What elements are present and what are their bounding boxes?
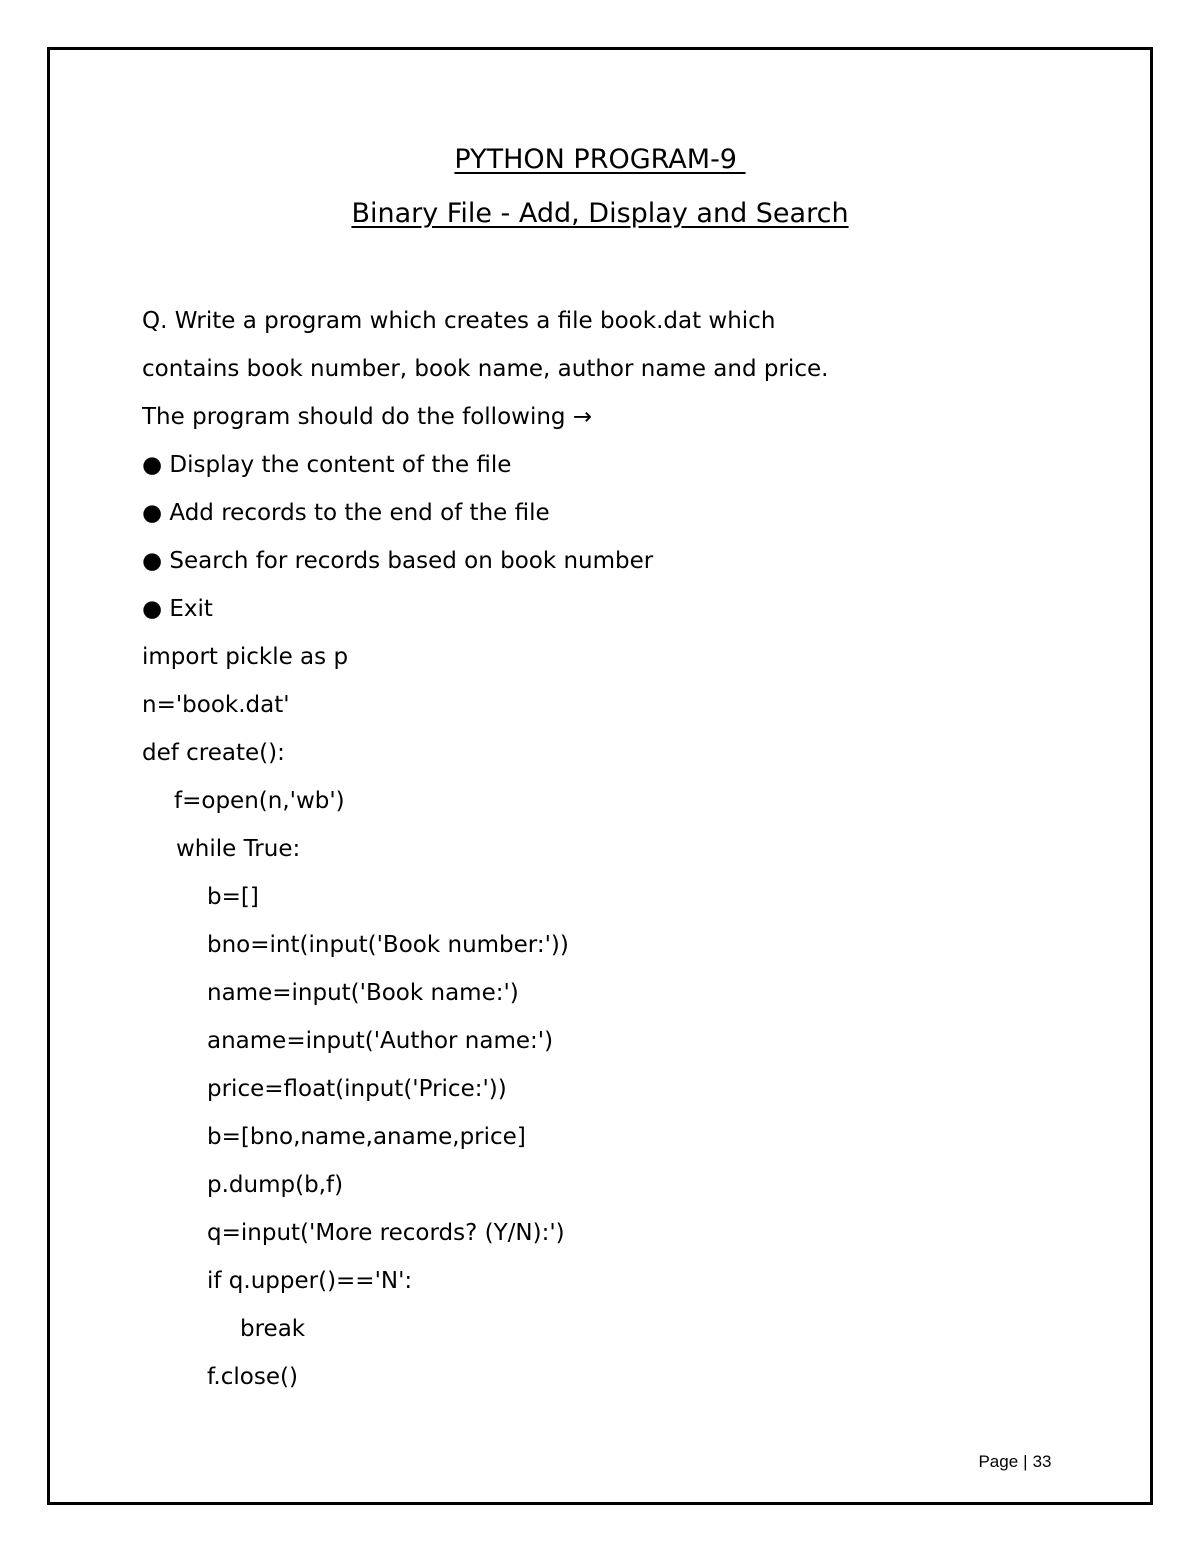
code-line: def create(): [142, 740, 285, 766]
code-line: q=input('More records? (Y/N):') [207, 1220, 565, 1246]
question-line: Q. Write a program which creates a file book.dat which [142, 308, 776, 334]
page-subtitle: Binary File - Add, Display and Search [351, 198, 849, 229]
bullet-item: ● Add records to the end of the file [142, 500, 550, 526]
page-title: PYTHON PROGRAM-9 [454, 144, 746, 175]
code-line: import pickle as p [142, 644, 349, 670]
bullet-item: ● Display the content of the file [142, 452, 512, 478]
page-footer [969, 1436, 1052, 1470]
question-line: The program should do the following → [142, 404, 593, 430]
page-label: Page [978, 1452, 1019, 1471]
code-line: b=[] [207, 884, 259, 910]
code-line: if q.upper()=='N': [207, 1268, 413, 1294]
bullet-item: ● Exit [142, 596, 213, 622]
code-line: f.close() [207, 1364, 298, 1390]
code-line: b=[bno,name,aname,price] [207, 1124, 526, 1150]
bullet-item: ● Search for records based on book number [142, 548, 654, 574]
code-line: aname=input('Author name:') [207, 1028, 554, 1054]
question-line: contains book number, book name, author name and price. [142, 356, 829, 382]
code-line: bno=int(input('Book number:')) [207, 932, 569, 958]
code-line: n='book.dat' [142, 692, 290, 718]
code-line: f=open(n,'wb') [174, 788, 345, 814]
code-line: price=float(input('Price:')) [207, 1076, 507, 1102]
page-number: 33 [1032, 1452, 1052, 1471]
page-separator: | [1023, 1452, 1028, 1471]
code-line: name=input('Book name:') [207, 980, 519, 1006]
code-line: while True: [176, 836, 301, 862]
code-line: break [240, 1316, 306, 1342]
code-line: p.dump(b,f) [207, 1172, 344, 1198]
